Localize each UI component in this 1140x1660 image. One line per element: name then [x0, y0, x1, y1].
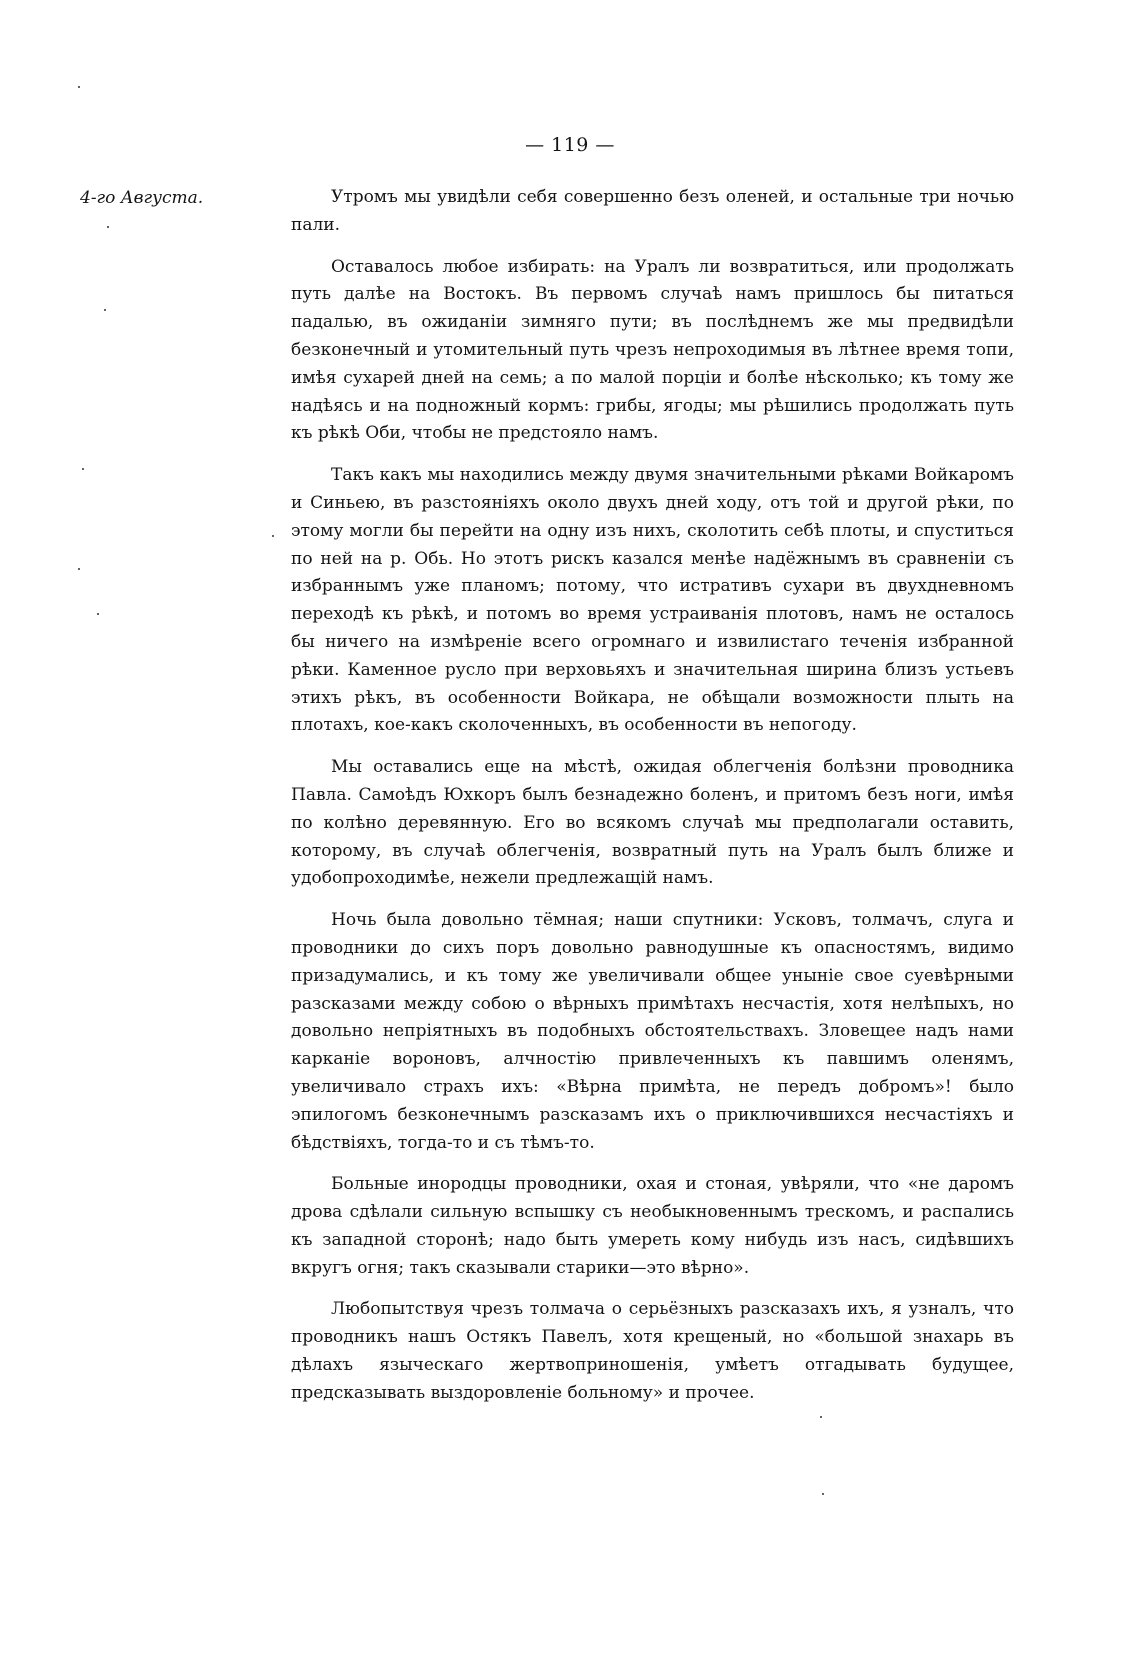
paragraph: Оставалось любое избирать: на Уралъ ли возвратиться, или продолжать путь далѣе на Востокъ. Въ первомъ случаѣ намъ пришлось бы питаться падалью, въ ожиданіи зимняго пути; въ послѣднемъ же мы предвидѣли безконечный и утомительный путь чрезъ непроходимыя въ лѣтнее время топи, имѣя сухарей дней на семь; а по малой порціи и болѣе нѣсколько; къ тому же надѣясь и на подножный кормъ: грибы, ягоды; мы рѣшились продолжать путь къ рѣкѣ Оби, чтобы не предстояло намъ. [291, 256, 1014, 444]
scan-speck [78, 568, 80, 570]
page-number: — 119 — [525, 134, 615, 156]
paragraph: Любопытствуя чрезъ толмача о серьёзныхъ разсказахъ ихъ, я узналъ, что проводникъ нашъ Остякъ Павелъ, хотя крещеный, но «большой знахарь въ дѣлахъ языческаго жертвоприношенія, умѣетъ отгадывать будущее, предсказывать выздоровленіе больному» и прочее. [291, 1299, 1014, 1403]
paragraph: Больные инородцы проводники, охая и стоная, увѣряли, что «не даромъ дрова сдѣлали сильную вспышку съ необыкновеннымъ трескомъ, и распались къ западной сторонѣ; надо быть умереть кому нибудь изъ насъ, сидѣвшихъ вкругъ огня; такъ сказывали старики—это вѣрно». [291, 1174, 1014, 1278]
scan-speck [107, 226, 109, 228]
paragraph: Мы оставались еще на мѣстѣ, ожидая облегченія болѣзни проводника Павла. Самоѣдъ Юхкоръ былъ безнадежно боленъ, и притомъ безъ ноги, имѣя по колѣно деревянную. Его во всякомъ случаѣ мы предполагали оставить, которому, въ случаѣ облегченія, возвратный путь на Уралъ былъ ближе и удобопроходимѣе, нежели предлежащій намъ. [291, 757, 1014, 889]
scan-speck [78, 86, 80, 88]
scan-speck [820, 1416, 822, 1418]
body-text [291, 184, 1014, 1422]
scan-speck [104, 309, 106, 311]
scan-speck [97, 613, 99, 615]
scan-speck [272, 535, 274, 537]
paragraph: Утромъ мы увидѣли себя совершенно безъ оленей, и остальные три ночью пали. [291, 187, 1014, 235]
margin-date-note: 4-го Августа. [80, 188, 204, 208]
scan-speck [82, 468, 84, 470]
paragraph: Такъ какъ мы находились между двумя значительными рѣками Войкаромъ и Синьею, въ разстояніяхъ около двухъ дней ходу, отъ той и другой рѣки, по этому могли бы перейти на одну изъ нихъ, сколотить себѣ плоты, и спуститься по ней на р. Обь. Но этотъ рискъ казался менѣе надёжнымъ въ сравненіи съ избраннымъ уже планомъ; потому, что истративъ сухари въ двухдневномъ переходѣ къ рѣкѣ, и потомъ во время устраиванія плотовъ, намъ не осталось бы ничего на измѣреніе всего огромнаго и извилистаго теченія избранной рѣки. Каменное русло при верховьяхъ и значительная ширина близъ устьевъ этихъ рѣкъ, въ особенности Войкара, не обѣщали возможности плыть на плотахъ, кое-какъ сколоченныхъ, въ особенности въ непогоду. [291, 465, 1014, 736]
scan-speck [822, 1493, 824, 1495]
paragraph: Ночь была довольно тёмная; наши спутники: Усковъ, толмачъ, слуга и проводники до сихъ поръ довольно равнодушные къ опасностямъ, видимо призадумались, и къ тому же увеличивали общее уныніе свое суевѣрными разсказами между собою о вѣрныхъ примѣтахъ несчастія, хотя нелѣпыхъ, но довольно непріятныхъ въ подобныхъ обстоятельствахъ. Зловещее надъ нами карканіе вороновъ, алчностію привлеченныхъ къ павшимъ оленямъ, увеличивало страхъ ихъ: «Вѣрна примѣта, не передъ добромъ»! было эпилогомъ безконечнымъ разсказамъ ихъ о приключившихся несчастіяхъ и бѣдствіяхъ, тогда-то и съ тѣмъ-то. [291, 910, 1014, 1153]
